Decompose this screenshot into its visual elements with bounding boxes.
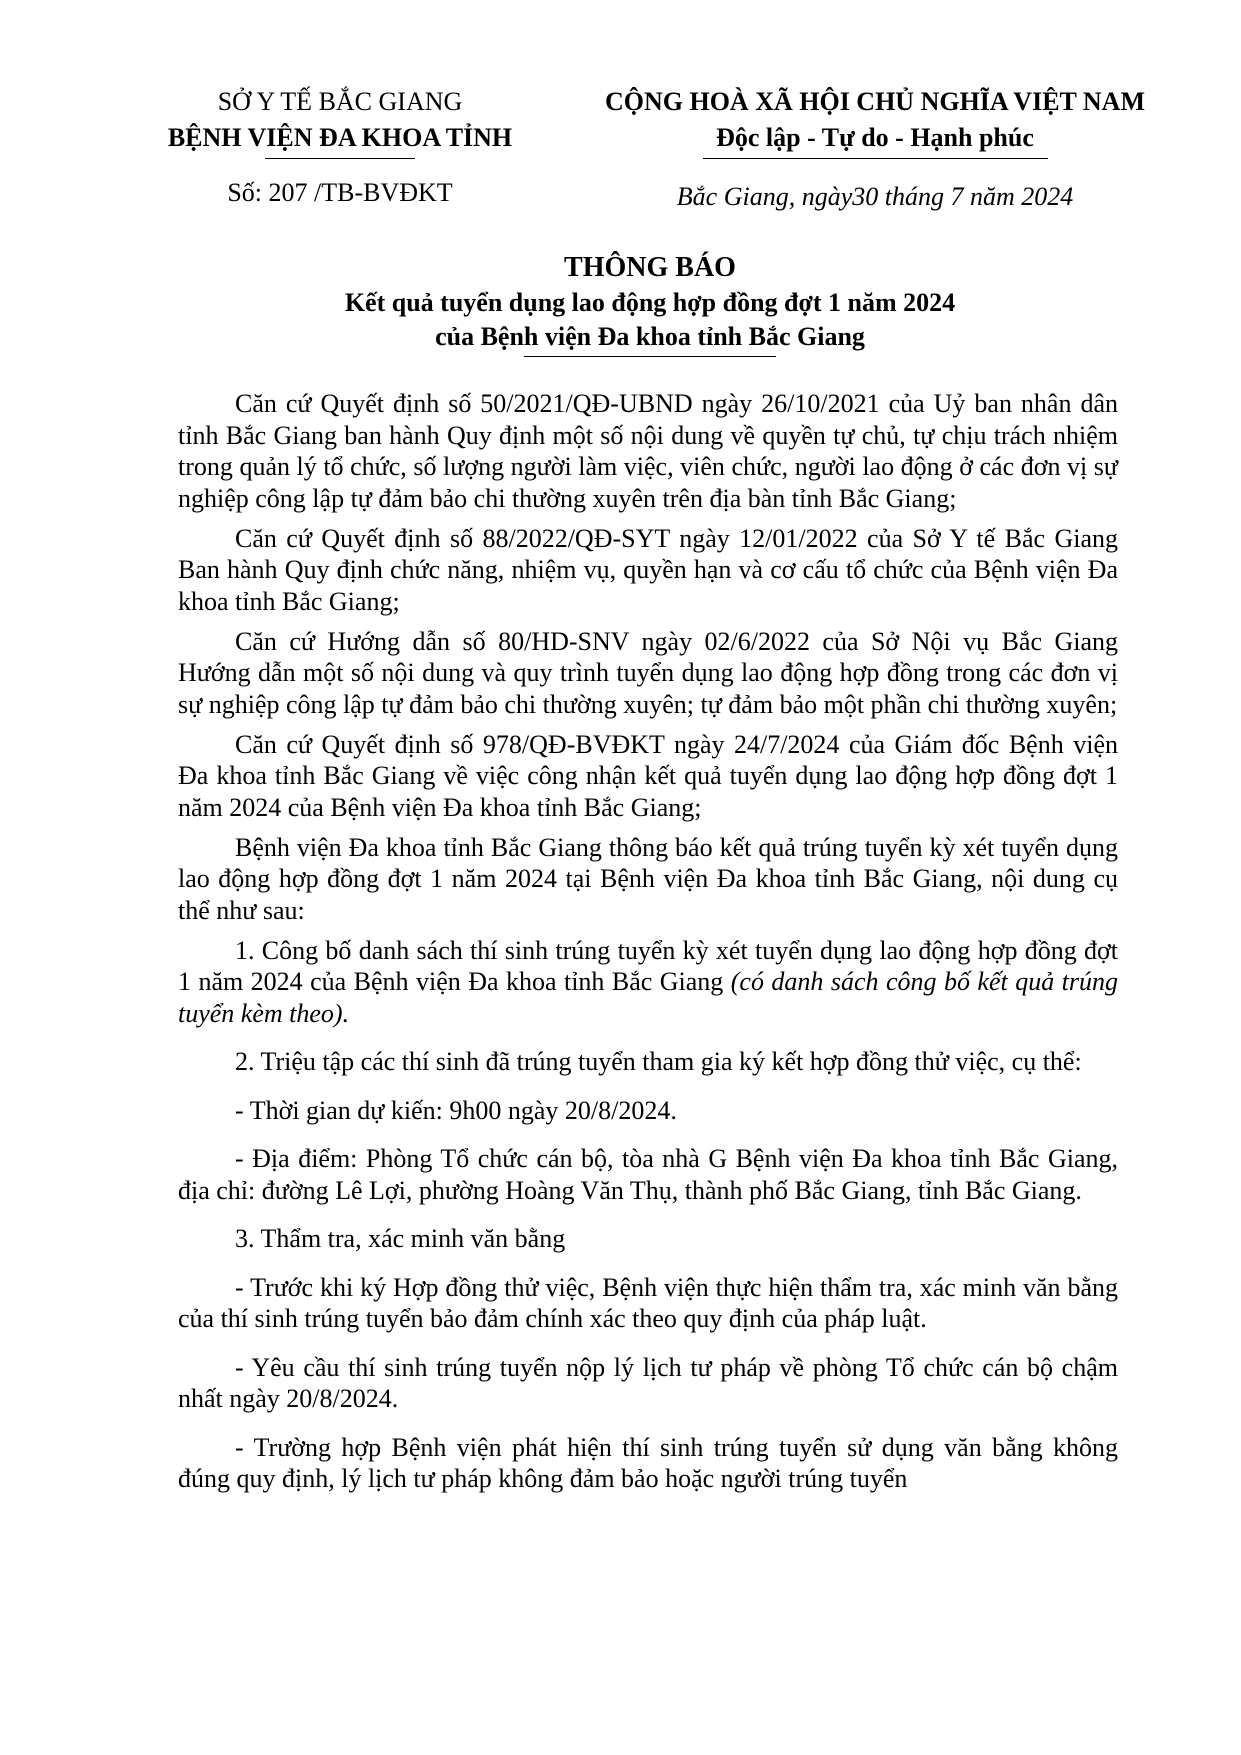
national-motto: Độc lập - Tự do - Hạnh phúc — [716, 123, 1034, 152]
document-number: Số: 207 /TB-BVĐKT — [227, 178, 453, 207]
issuing-agency: BỆNH VIỆN ĐA KHOA TỈNH — [167, 123, 513, 152]
paragraph-location: - Địa điểm: Phòng Tổ chức cán bộ, tòa nhà G Bệnh viện Đa khoa tỉnh Bắc Giang, địa chỉ: đường Lê Lợi, phường Hoàng Văn Thụ, thành phố Bắc Giang, tỉnh Bắc Giang. — [178, 1144, 1118, 1205]
issuer-underline — [265, 158, 415, 159]
document-body — [178, 388, 1118, 1503]
national-title: CỘNG HOÀ XÃ HỘI CHỦ NGHĨA VIỆT NAM — [604, 87, 1146, 116]
paragraph-criminal-record: - Yêu cầu thí sinh trúng tuyển nộp lý lịch tư pháp về phòng Tổ chức cán bộ chậm nhất ngày 20/8/2024. — [178, 1352, 1118, 1413]
item-1-text: 1. Công bố danh sách thí sinh trúng tuyển kỳ xét tuyển dụng lao động hợp đồng đợt 1 năm 2024 của Bệnh viện Đa khoa tỉnh Bắc Giang — [178, 935, 1118, 996]
title-underline — [524, 356, 776, 357]
paragraph-basis-1: Căn cứ Quyết định số 50/2021/QĐ-UBND ngày 26/10/2021 của Uỷ ban nhân dân tỉnh Bắc Giang ban hành Quy định một số nội dung về quyền tự chủ, tự chịu trách nhiệm trong quản lý tổ chức, số lượng người làm việc, viên chức, người lao động ở các đơn vị sự nghiệp công lập tự đảm bảo chi thường xuyên trên địa bàn tỉnh Bắc Giang; — [178, 389, 1118, 513]
document-type: THÔNG BÁO — [564, 252, 736, 283]
document-subject-line1: Kết quả tuyển dụng lao động hợp đồng đợt 1 năm 2024 — [344, 288, 956, 317]
national-motto-block — [560, 84, 1190, 159]
document-title-block — [150, 250, 1150, 357]
document-date: Bắc Giang, ngày30 tháng 7 năm 2024 — [676, 182, 1074, 211]
parent-agency: SỞ Y TẾ BẮC GIANG — [217, 87, 463, 116]
paragraph-invalid-case: - Trường hợp Bệnh viện phát hiện thí sinh trúng tuyển sử dụng văn bằng không đúng quy định, lý lịch tư pháp không đảm bảo hoặc người trúng tuyển — [178, 1432, 1118, 1493]
paragraph-verification: - Trước khi ký Hợp đồng thử việc, Bệnh viện thực hiện thẩm tra, xác minh văn bằng của thí sinh trúng tuyển bảo đảm chính xác theo quy định của pháp luật. — [178, 1272, 1118, 1333]
item-1-note: (có danh sách công bố kết quả trúng tuyển kèm theo). — [178, 967, 1118, 1028]
paragraph-item-2: 2. Triệu tập các thí sinh đã trúng tuyển tham gia ký kết hợp đồng thử việc, cụ thể: — [235, 1047, 1082, 1076]
paragraph-item-1 — [178, 935, 1118, 1030]
paragraph-basis-3: Căn cứ Hướng dẫn số 80/HD-SNV ngày 02/6/2022 của Sở Nội vụ Bắc Giang Hướng dẫn một số nội dung và quy trình tuyển dụng lao động hợp đồng trong các đơn vị sự nghiệp công lập tự đảm bảo chi thường xuyên; tự đảm bảo một phần chi thường xuyên; — [178, 626, 1118, 719]
paragraph-basis-2: Căn cứ Quyết định số 88/2022/QĐ-SYT ngày 12/01/2022 của Sở Y tế Bắc Giang Ban hành Quy định chức năng, nhiệm vụ, quyền hạn và cơ cấu tổ chức của Bệnh viện Đa khoa tỉnh Bắc Giang; — [178, 523, 1118, 616]
issuer-block — [150, 84, 530, 159]
document-subject-line2: của Bệnh viện Đa khoa tỉnh Bắc Giang — [435, 322, 865, 351]
paragraph-basis-4: Căn cứ Quyết định số 978/QĐ-BVĐKT ngày 24/7/2024 của Giám đốc Bệnh viện Đa khoa tỉnh Bắc Giang về việc công nhận kết quả tuyển dụng lao động hợp đồng đợt 1 năm 2024 của Bệnh viện Đa khoa tỉnh Bắc Giang; — [178, 729, 1118, 822]
paragraph-item-3: 3. Thẩm tra, xác minh văn bằng — [235, 1224, 566, 1253]
paragraph-announcement: Bệnh viện Đa khoa tỉnh Bắc Giang thông báo kết quả trúng tuyển kỳ xét tuyển dụng lao động hợp đồng đợt 1 năm 2024 tại Bệnh viện Đa khoa tỉnh Bắc Giang, nội dung cụ thể như sau: — [178, 832, 1118, 925]
paragraph-time: - Thời gian dự kiến: 9h00 ngày 20/8/2024. — [235, 1095, 677, 1125]
motto-underline — [703, 158, 1048, 159]
